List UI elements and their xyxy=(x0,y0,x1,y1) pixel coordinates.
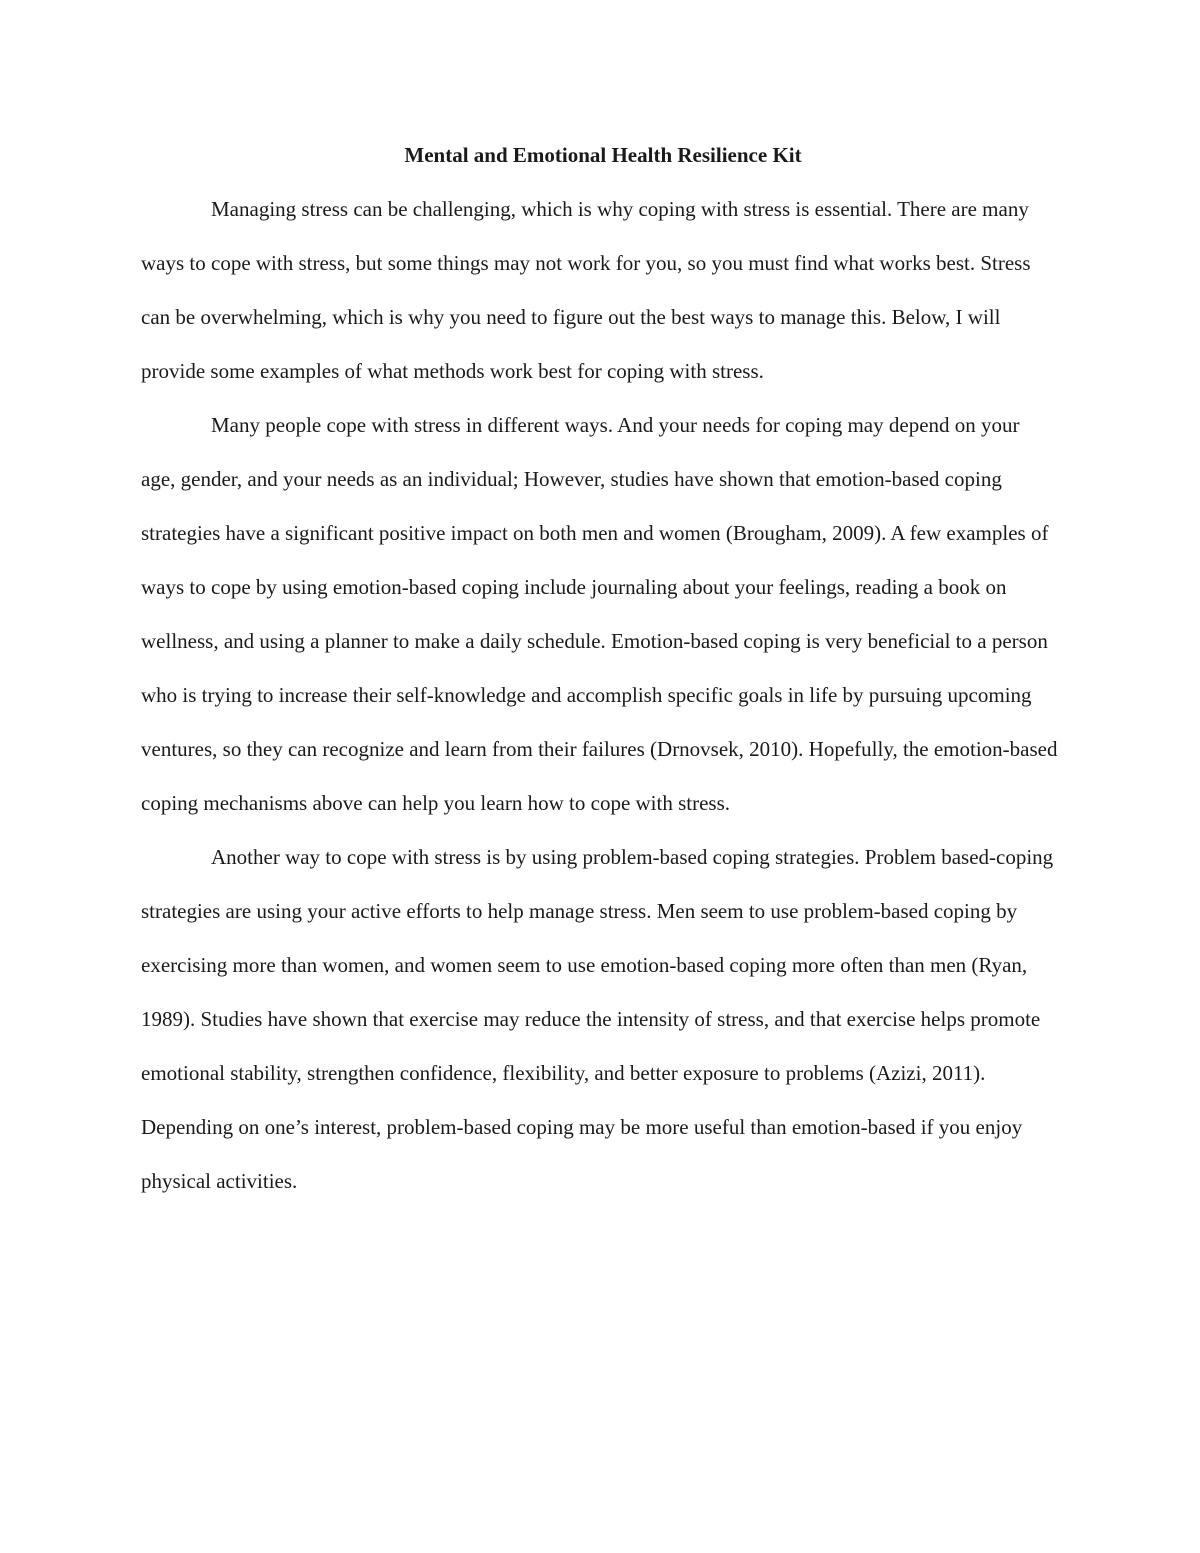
document-body xyxy=(141,128,1059,1208)
document-title: Mental and Emotional Health Resilience Kit xyxy=(404,143,802,167)
paragraph-emotion-based-coping: Many people cope with stress in different ways. And your needs for coping may depend on your age, gender, and your needs as an individual; However, studies have shown that emotion-based coping strategies have a significant positive impact on both men and women (Brougham, 2009). A few examples of ways to cope by using emotion-based coping include journaling about your feelings, reading a book on wellness, and using a planner to make a daily schedule. Emotion-based coping is very beneficial to a person who is trying to increase their self-knowledge and accomplish specific goals in life by pursuing upcoming ventures, so they can recognize and learn from their failures (Drnovsek, 2010). Hopefully, the emotion-based coping mechanisms above can help you learn how to cope with stress. xyxy=(141,413,1058,815)
paragraph-intro: Managing stress can be challenging, which is why coping with stress is essential. There are many ways to cope with stress, but some things may not work for you, so you must find what works best. Stress can be overwhelming, which is why you need to figure out the best ways to manage this. Below, I will provide some examples of what methods work best for coping with stress. xyxy=(141,197,1031,383)
paragraph-problem-based-coping: Another way to cope with stress is by using problem-based coping strategies. Problem based-coping strategies are using your active efforts to help manage stress. Men seem to use problem-based coping by exercising more than women, and women seem to use emotion-based coping more often than men (Ryan, 1989). Studies have shown that exercise may reduce the intensity of stress, and that exercise helps promote emotional stability, strengthen confidence, flexibility, and better exposure to problems (Azizi, 2011). Depending on one’s interest, problem-based coping may be more useful than emotion-based if you enjoy physical activities. xyxy=(141,845,1054,1193)
